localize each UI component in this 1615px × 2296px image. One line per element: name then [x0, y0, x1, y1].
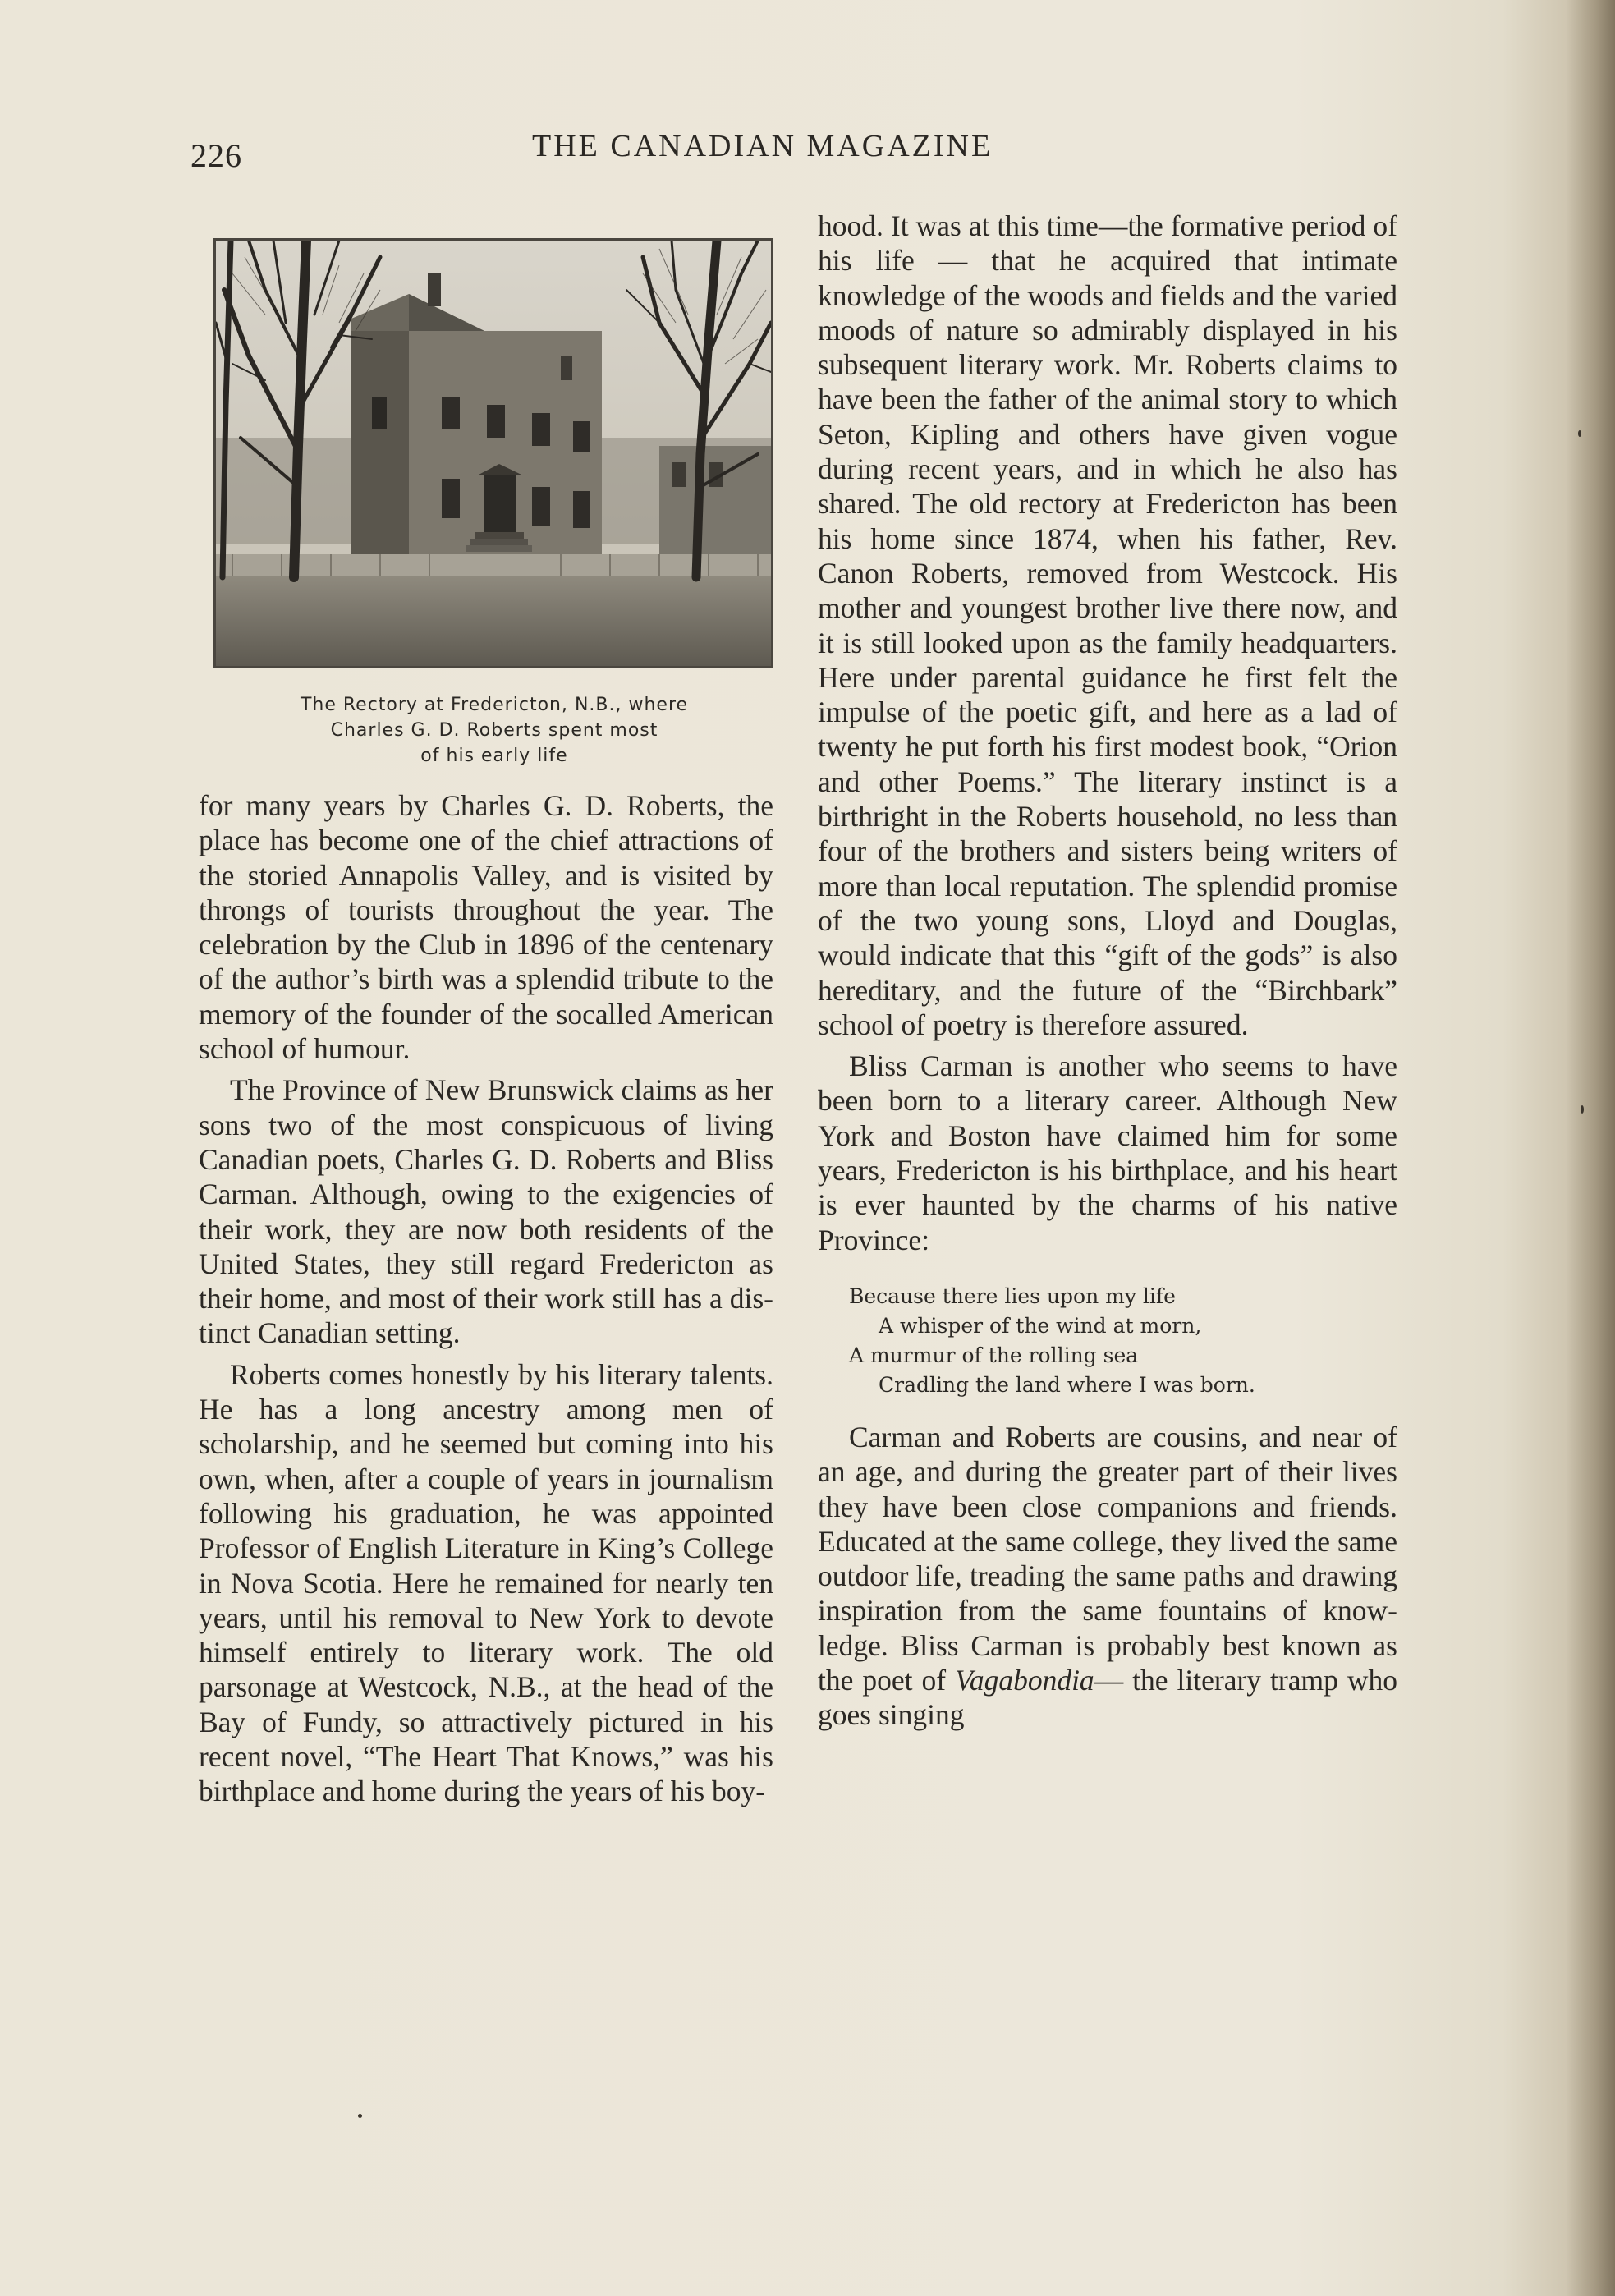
paragraph-text: Carman and Roberts are cousins, and near of an age, and during the greater part of their lives they have been close companions and friends. Educated at the same college, they lived the same outdoor life, treading the same paths and drawing inspiration from the same fountains of knowledge. Bliss Carman is probably best known as the poet of — [818, 1420, 1397, 1697]
poem-quote — [849, 1282, 1397, 1400]
paragraph-text: — the literary tramp who goes singing — [818, 1663, 1397, 1732]
caption-line: of his early life — [420, 746, 568, 766]
paragraph: hood. It was at this time—the formative period of his life — that he acquired that intimate knowledge of the woods and fields and the varied moods of nature so admirably displayed in his subsequent literary work. Mr. Roberts claims to have been the father of the animal story to which Seton, Kipling and others have given vogue during recent years, and in which he also has shared. The old rectory at Fredericton has been his home since 1874, when his father, Rev. Canon Roberts, removed from Westcock. His mother and youngest brother live there now, and it is still looked upon as the family headquarters. Here under parental guidance he first felt the impulse of the poetic gift, and here as a lad of twenty he put forth his first modest book, “Orion and other Poems.” The literary instinct is a birthright in the Roberts household, no less than four of the brothers and sisters being writers of more than local reputation. The splendid promise of the two young sons, Lloyd and Douglas, would indicate that this “gift of the gods” is also hereditary, and the future of the “Birchbark” school of poetry is therefore assured. — [818, 209, 1397, 1041]
paper-speck — [1581, 1105, 1584, 1114]
running-title: THE CANADIAN MAGAZINE — [532, 129, 993, 163]
paragraph: Bliss Carman is another who seems to have been born to a literary career. Although New York and Boston have claimed him for some years, Fredericton is his birthplace, and his heart is ever haunted by the charms of his native Province: — [818, 1049, 1397, 1256]
right-column — [818, 209, 1397, 1733]
poem-line: Because there lies upon my life — [849, 1283, 1176, 1308]
photo-caption — [232, 692, 757, 769]
page-number: 226 — [190, 137, 242, 174]
paper-speck — [1578, 430, 1581, 437]
paragraph: The Province of New Brunswick claims as her sons two of the most conspicuous of living Canadian poets, Charles G. D. Roberts and Bliss Carman. Although, owing to the exigencies of their work, they are now both residents of the United States, they still regard Fredericton as their home, and most of their work still has a distinct Canadian setting. — [199, 1073, 773, 1350]
poem-line: A whisper of the wind at morn, — [879, 1313, 1202, 1338]
paragraph — [818, 1420, 1397, 1733]
house-photo-icon — [216, 241, 771, 666]
page-spine-shadow — [1566, 0, 1615, 2296]
left-column — [199, 788, 773, 1809]
paragraph: for many years by Charles G. D. Roberts, the place has become one of the chief attractions of the storied Annapolis Valley, and is visited by throngs of tourists throughout the year. The celebration by the Club in 1896 of the centenary of the author’s birth was a splendid tribute to the memory of the founder of the socalled American school of humour. — [199, 789, 773, 1066]
paper-speck — [358, 2114, 362, 2118]
italic-title: Vagabondia — [955, 1663, 1094, 1697]
poem-line: A murmur of the rolling sea — [849, 1343, 1139, 1367]
paragraph: Roberts comes honestly by his literary talents. He has a long ancestry among men of scholarship, and he seemed but coming into his own, when, after a couple of years in journalism following his graduation, he was appointed Professor of English Literature in King’s College in Nova Scotia. Here he remained for nearly ten years, until his removal to New York to devote himself entirely to literary work. The old parsonage at Westcock, N.B., at the head of the Bay of Fundy, so attractively pictured in his recent novel, “The Heart That Knows,” was his birthplace and home during the years of his boy- — [199, 1357, 773, 1808]
caption-line: The Rectory at Fredericton, N.B., where — [300, 695, 689, 715]
rectory-photo — [213, 238, 773, 668]
caption-line: Charles G. D. Roberts spent most — [330, 720, 658, 741]
poem-line: Cradling the land where I was born. — [879, 1372, 1255, 1397]
